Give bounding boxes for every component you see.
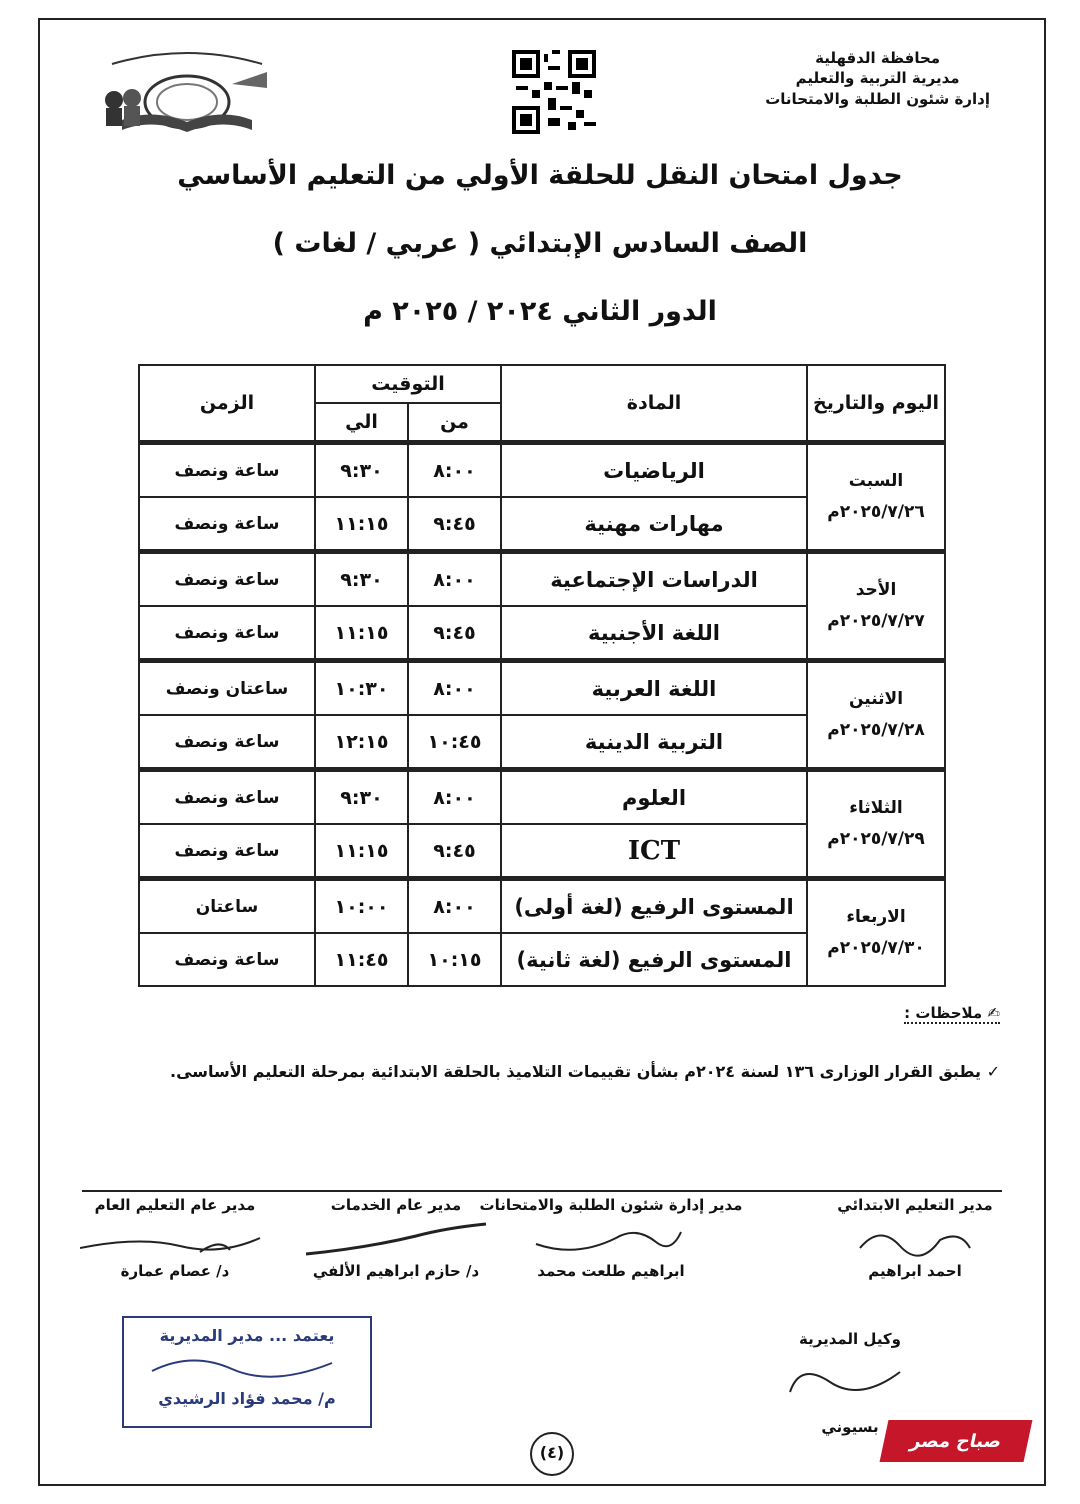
page-title: جدول امتحان النقل للحلقة الأولي من التعليم الأساسي xyxy=(177,160,903,191)
header-directorate: مديرية التربية والتعليم xyxy=(795,69,960,88)
duration-cell: ساعة ونصف xyxy=(139,606,315,661)
day-date: ٢٠٢٥/٧/٢٩م xyxy=(827,829,925,849)
to-cell: ١١:١٥ xyxy=(315,606,408,661)
session-subtitle: الدور الثاني ٢٠٢٤ / ٢٠٢٥ م xyxy=(363,296,717,327)
day-date: ٢٠٢٥/٧/٢٦م xyxy=(827,502,925,522)
duration-cell: ساعة ونصف xyxy=(139,824,315,879)
day-name: السبت xyxy=(848,471,904,492)
to-cell: ١١:١٥ xyxy=(315,497,408,552)
notes-title xyxy=(904,1004,1000,1024)
from-cell: ١٠:١٥ xyxy=(408,933,501,986)
stamp-name: م/ محمد فؤاد الرشيدي xyxy=(158,1389,336,1408)
duration-cell: ساعة ونصف xyxy=(139,497,315,552)
qr-code-icon xyxy=(512,50,596,134)
table-row xyxy=(139,443,945,498)
stamp-line: يعتمد ... مدير المديرية xyxy=(159,1326,335,1345)
day-cell xyxy=(807,443,945,552)
signature-name: د/ عصام عمارة xyxy=(120,1262,230,1280)
notes-text: يطبق القرار الوزارى ١٣٦ لسنة ٢٠٢٤م بشأن تقييمات التلاميذ بالحلقة الابتدائية بمرحلة التعليم الأساسى. xyxy=(170,1062,982,1081)
subject-cell: الدراسات الإجتماعية xyxy=(501,552,807,607)
notes-title-text: ملاحظات : xyxy=(904,1004,983,1022)
day-cell xyxy=(807,552,945,661)
book-logo-icon xyxy=(92,42,282,142)
divider xyxy=(82,1190,1002,1192)
check-icon: ✓ xyxy=(986,1062,1000,1081)
exam-schedule-table xyxy=(138,364,946,987)
to-cell: ٩:٣٠ xyxy=(315,770,408,825)
day-cell xyxy=(807,770,945,879)
duration-cell: ساعتان xyxy=(139,879,315,934)
day-name: الأحد xyxy=(855,580,897,601)
subject-cell: ICT xyxy=(501,824,807,879)
to-cell: ١٢:١٥ xyxy=(315,715,408,770)
signature-title: مدير إدارة شئون الطلبة والامتحانات xyxy=(479,1196,743,1214)
table-row xyxy=(139,879,945,934)
from-cell: ٨:٠٠ xyxy=(408,770,501,825)
to-cell: ٩:٣٠ xyxy=(315,552,408,607)
handwritten-signature-icon xyxy=(830,1218,1000,1262)
day-name: الاربعاء xyxy=(846,907,906,928)
from-cell: ٩:٤٥ xyxy=(408,497,501,552)
day-date: ٢٠٢٥/٧/٢٨م xyxy=(827,720,925,740)
to-cell: ٩:٣٠ xyxy=(315,443,408,498)
header-from: من xyxy=(408,403,501,443)
header-to: الي xyxy=(315,403,408,443)
deputy-title: وكيل المديرية xyxy=(799,1330,901,1348)
from-cell: ٨:٠٠ xyxy=(408,661,501,716)
header-duration: الزمن xyxy=(139,365,315,443)
subject-cell: التربية الدينية xyxy=(501,715,807,770)
duration-cell: ساعة ونصف xyxy=(139,443,315,498)
handwritten-signature-icon xyxy=(132,1345,362,1385)
pencil-icon: ✍ xyxy=(987,1004,1000,1022)
approval-stamp xyxy=(122,1316,372,1428)
signature-title: مدير عام الخدمات xyxy=(330,1196,462,1214)
to-cell: ١٠:٠٠ xyxy=(315,879,408,934)
signature-name: د/ حازم ابراهيم الألفي xyxy=(312,1262,480,1280)
duration-cell: ساعتان ونصف xyxy=(139,661,315,716)
watermark-text: صباح مصر xyxy=(908,1430,1004,1452)
watermark-logo xyxy=(880,1420,1033,1462)
subject-cell: اللغة الأجنبية xyxy=(501,606,807,661)
from-cell: ٨:٠٠ xyxy=(408,879,501,934)
signature-name: احمد ابراهيم xyxy=(868,1262,962,1280)
signature-title: مدير التعليم الابتدائي xyxy=(837,1196,993,1214)
day-name: الاثنين xyxy=(848,689,904,710)
handwritten-signature-icon xyxy=(466,1218,756,1262)
to-cell: ١٠:٣٠ xyxy=(315,661,408,716)
day-date: ٢٠٢٥/٧/٢٧م xyxy=(827,611,925,631)
from-cell: ٩:٤٥ xyxy=(408,606,501,661)
signature-block xyxy=(830,1196,1000,1280)
signature-block xyxy=(296,1196,496,1280)
duration-cell: ساعة ونصف xyxy=(139,770,315,825)
day-name: الثلاثاء xyxy=(849,798,903,819)
from-cell: ٨:٠٠ xyxy=(408,552,501,607)
signature-block xyxy=(466,1196,756,1280)
day-date: ٢٠٢٥/٧/٣٠م xyxy=(827,938,925,958)
header-timing: التوقيت xyxy=(315,365,501,403)
handwritten-signature-icon xyxy=(296,1218,496,1262)
ministry-header xyxy=(765,48,990,109)
subject-cell: العلوم xyxy=(501,770,807,825)
table-row xyxy=(139,661,945,716)
subject-cell: المستوى الرفيع (لغة ثانية) xyxy=(501,933,807,986)
header-day-date: اليوم والتاريخ xyxy=(807,365,945,443)
table-row xyxy=(139,552,945,607)
table-row xyxy=(139,770,945,825)
from-cell: ١٠:٤٥ xyxy=(408,715,501,770)
handwritten-signature-icon xyxy=(80,1218,270,1262)
duration-cell: ساعة ونصف xyxy=(139,715,315,770)
subject-cell: الرياضيات xyxy=(501,443,807,498)
directorate-logo xyxy=(92,42,282,142)
page-number: (٤) xyxy=(530,1432,574,1476)
deputy-name: بسيوني xyxy=(821,1418,879,1436)
header-governorate: محافظة الدقهلية xyxy=(815,49,941,67)
subject-cell: اللغة العربية xyxy=(501,661,807,716)
signature-title: مدير عام التعليم العام xyxy=(94,1196,256,1214)
signature-name: ابراهيم طلعت محمد xyxy=(537,1262,685,1280)
duration-cell: ساعة ونصف xyxy=(139,552,315,607)
header-subject: المادة xyxy=(501,365,807,443)
to-cell: ١١:٤٥ xyxy=(315,933,408,986)
to-cell: ١١:١٥ xyxy=(315,824,408,879)
notes-line xyxy=(170,1062,1000,1081)
day-cell xyxy=(807,879,945,987)
day-cell xyxy=(807,661,945,770)
duration-cell: ساعة ونصف xyxy=(139,933,315,986)
grade-subtitle: الصف السادس الإبتدائي ( عربي / لغات ) xyxy=(272,228,808,259)
signature-block xyxy=(80,1196,270,1280)
header-department: إدارة شئون الطلبة والامتحانات xyxy=(765,89,990,108)
from-cell: ٨:٠٠ xyxy=(408,443,501,498)
subject-cell: مهارات مهنية xyxy=(501,497,807,552)
subject-cell: المستوى الرفيع (لغة أولى) xyxy=(501,879,807,934)
from-cell: ٩:٤٥ xyxy=(408,824,501,879)
handwritten-signature-icon xyxy=(770,1352,930,1412)
